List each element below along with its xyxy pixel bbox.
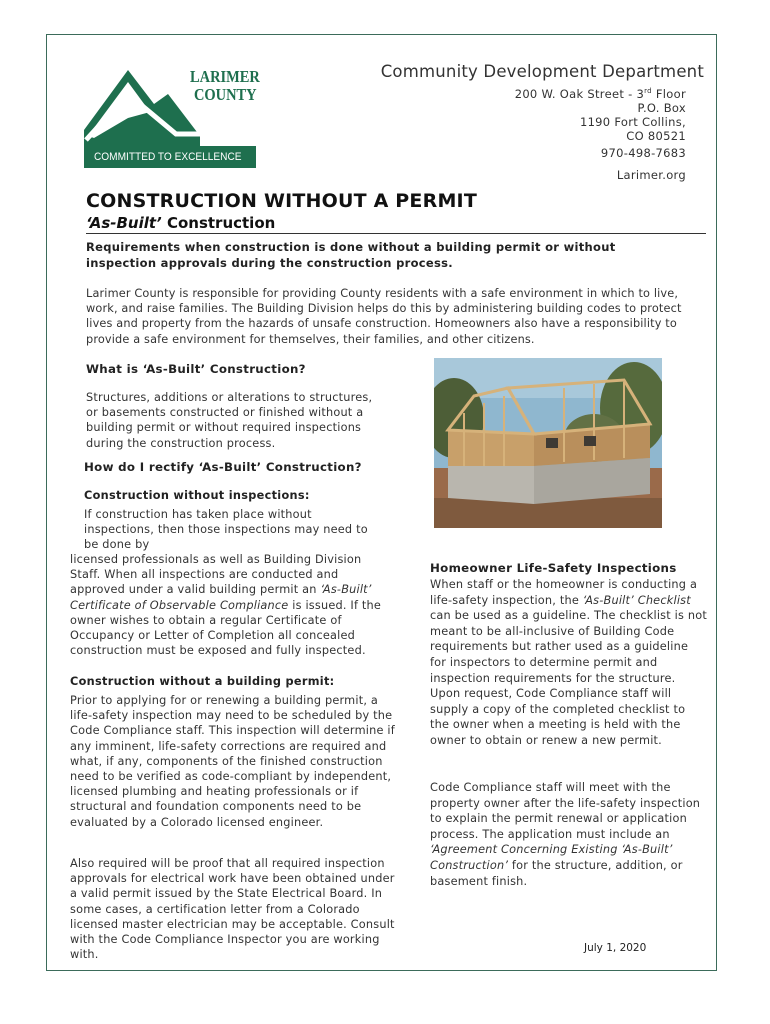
- without-permit-heading: Construction without a building permit:: [70, 675, 335, 688]
- address-city: 1190 Fort Collins,: [579, 114, 686, 129]
- website-link[interactable]: Larimer.org: [616, 168, 686, 182]
- page-subtitle: ‘As-Built’ Construction: [86, 214, 706, 234]
- department-name: Community Development Department: [380, 62, 704, 81]
- without-inspections-body-1: If construction has taken place without inspections, then those inspections may need to be done by: [84, 508, 368, 552]
- without-permit-body: Prior to applying for or renewing a building permit, a life-safety inspection may need to be scheduled by the Code Compliance staff. This inspection will determine if any imminent, life-safety corrections are required and what, if any, components of the finished construction need to be verified as code-compliant by independent, licensed plumbing and heating professionals or if structural and foundation components need to be evaluated by a Colorado licensed engineer.: [70, 694, 395, 829]
- phone-number: 970-498-7683: [600, 146, 686, 160]
- what-is-body: Structures, additions or alterations to structures, or basements constructed or finished without a building permit or without required inspections during the construction process.: [86, 391, 373, 450]
- as-built-house-photo: [434, 358, 662, 528]
- without-inspections-body-2: licensed professionals as well as Building Division Staff. When all inspections are conducted and approved under a valid building permit an ‘As-Built’ Certificate of Observable Compliance is issued. If the owner wishes to obtain a regular Certificate of Occupancy or Letter of Completion all concealed construction must be exposed and fully inspected.: [70, 553, 382, 658]
- logo-tagline: COMMITTED TO EXCELLENCE: [94, 151, 242, 163]
- code-compliance-body: Code Compliance staff will meet with the property owner after the life-safety inspection to explain the permit renewal or application process. The application must include an ‘Agreement Concerning Existing ‘As-Built’ Construction’ for the structure, addition, or basement finish.: [430, 781, 701, 888]
- without-inspections-heading: Construction without inspections:: [84, 489, 310, 502]
- logo-text-county: COUNTY: [194, 85, 257, 104]
- requirements-statement: Requirements when construction is done without a building permit or without inspection approvals during the construction process.: [86, 240, 616, 270]
- page-title: CONSTRUCTION WITHOUT A PERMIT: [86, 190, 477, 212]
- address-po-box: P.O. Box: [637, 100, 686, 115]
- electrical-proof-body: Also required will be proof that all required inspection approvals for electrical work have been obtained under a valid permit issued by the State Electrical Board. In some cases, a certification letter from a Colorado licensed master electrician may be acceptable. Consult with the Code Compliance Inspector you are working with.: [70, 857, 395, 962]
- footer-date: July 1, 2020: [584, 942, 647, 954]
- address-state: CO 80521: [626, 128, 686, 143]
- what-is-heading: What is ‘As-Built’ Construction?: [86, 362, 306, 376]
- logo-text-larimer: LARIMER: [190, 67, 260, 86]
- address-block: [515, 84, 686, 143]
- larimer-county-logo: [84, 64, 260, 168]
- life-safety-heading: Homeowner Life-Safety Inspections: [430, 561, 677, 575]
- intro-paragraph: Larimer County is responsible for providing County residents with a safe environment in which to live, work, and raise families. The Building Division helps do this by administering building codes to protect lives and property from the hazards of unsafe construction. Homeowners also have a responsibility to provide a safe environment for themselves, their families, and other citizens.: [86, 287, 682, 346]
- how-rectify-heading: How do I rectify ‘As-Built’ Construction?: [84, 460, 362, 474]
- life-safety-body: When staff or the homeowner is conducting a life-safety inspection, the ‘As-Built’ Checklist can be used as a guideline. The checklist is not meant to be all-inclusive of Building Code requirements but rather used as a guideline for inspectors to determine permit and inspection requirements for the structure. Upon request, Code Compliance staff will supply a copy of the completed checklist to the owner when a meeting is held with the owner to obtain or renew a new permit.: [430, 578, 708, 747]
- address-street: 200 W. Oak Street - 3rd Floor: [514, 86, 686, 101]
